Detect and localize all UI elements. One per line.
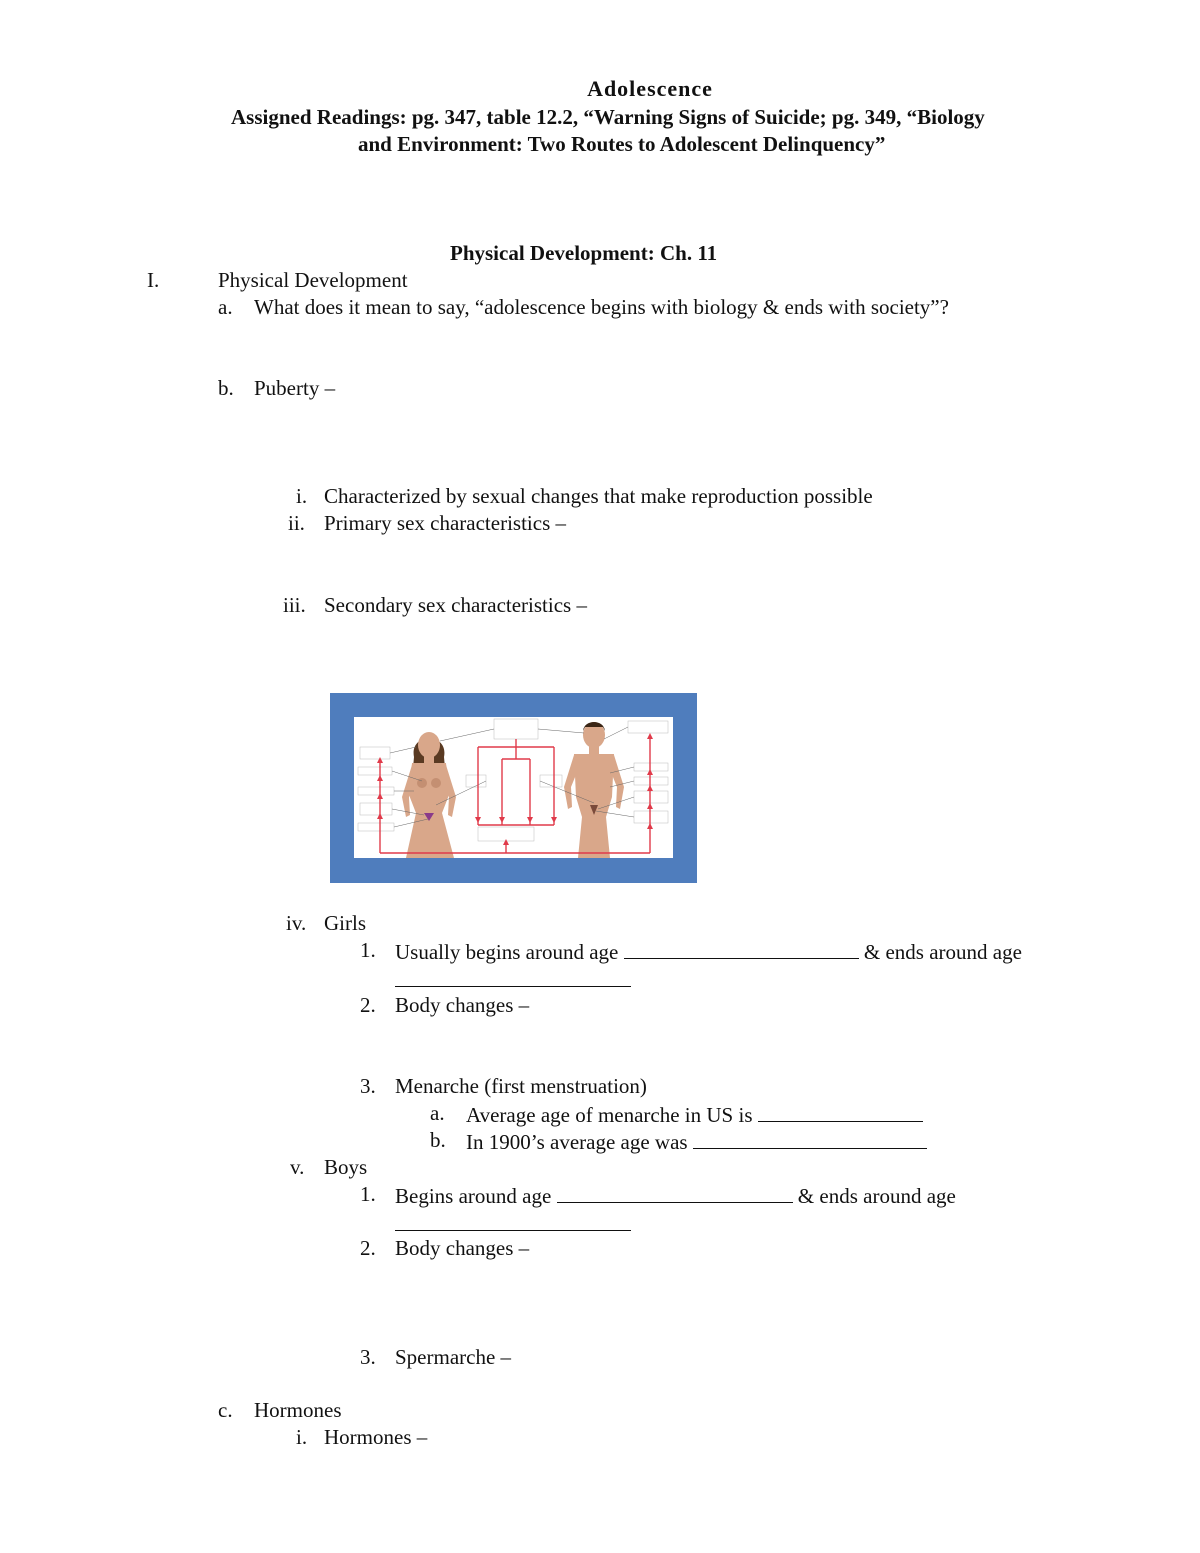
- assigned-readings-line-1: Assigned Readings: pg. 347, table 12.2, “Warning Signs of Suicide; pg. 349, “Biology: [231, 105, 985, 129]
- document-title: Adolescence: [587, 76, 713, 101]
- item-b-ii-text: Primary sex characteristics –: [324, 511, 566, 535]
- girls-3a-row: [466, 1103, 923, 1126]
- girls-start-age-blank[interactable]: [624, 940, 859, 959]
- boys-1-marker: 1.: [360, 1182, 376, 1206]
- girls-2-text: Body changes –: [395, 993, 530, 1017]
- item-b-marker: b.: [218, 376, 234, 400]
- boys-1-row: [395, 1184, 956, 1207]
- boys-end-age-blank[interactable]: [395, 1212, 631, 1231]
- item-b-text: Puberty –: [254, 376, 336, 400]
- female-figure-icon: [402, 732, 456, 858]
- girls-3b-row: [466, 1130, 927, 1153]
- girls-3-text: Menarche (first menstruation): [395, 1074, 647, 1098]
- item-b-ii-marker: ii.: [288, 511, 305, 535]
- puberty-diagram: [354, 717, 673, 858]
- item-c-text: Hormones: [254, 1398, 342, 1422]
- item-b-i-marker: i.: [296, 484, 308, 508]
- female-label-boxes: [358, 747, 394, 831]
- puberty-diagram-frame: [330, 693, 697, 883]
- girls-3a-text: Average age of menarche in US is: [466, 1103, 753, 1127]
- item-b-iii-marker: iii.: [283, 593, 306, 617]
- roman-numeral-I: I.: [147, 268, 160, 292]
- boys-1-end-text: & ends around age: [797, 1184, 956, 1208]
- boys-start-age-blank[interactable]: [557, 1184, 793, 1203]
- girls-1-text: Usually begins around age: [395, 940, 619, 964]
- girls-3b-marker: b.: [430, 1128, 446, 1152]
- male-figure-icon: [564, 722, 624, 858]
- item-b-i-text: Characterized by sexual changes that make reproduction possible: [324, 484, 873, 508]
- boys-2-text: Body changes –: [395, 1236, 530, 1260]
- assigned-readings-line-2: and Environment: Two Routes to Adolescent Delinquency”: [358, 132, 886, 156]
- item-b-iv-text: Girls: [324, 911, 366, 935]
- item-b-iv-marker: iv.: [286, 911, 307, 935]
- item-c-i-marker: i.: [296, 1425, 308, 1449]
- boys-end-age-blank-row: [395, 1212, 631, 1235]
- item-c-i-text: Hormones –: [324, 1425, 428, 1449]
- menarche-1900-age-blank[interactable]: [693, 1130, 927, 1149]
- girls-1-row: [395, 940, 1022, 963]
- section-heading: Physical Development: Ch. 11: [450, 241, 718, 265]
- outline-title: Physical Development: [218, 268, 408, 292]
- girls-1-marker: 1.: [360, 938, 376, 962]
- girls-2-marker: 2.: [360, 993, 376, 1017]
- item-b-v-marker: v.: [290, 1155, 305, 1179]
- item-a-marker: a.: [218, 295, 233, 319]
- girls-end-age-blank-row: [395, 968, 631, 991]
- girls-3-marker: 3.: [360, 1074, 376, 1098]
- item-b-v-text: Boys: [324, 1155, 368, 1179]
- item-b-iii-text: Secondary sex characteristics –: [324, 593, 587, 617]
- boys-3-text: Spermarche –: [395, 1345, 512, 1369]
- girls-end-age-blank[interactable]: [395, 968, 631, 987]
- girls-3b-text: In 1900’s average age was: [466, 1130, 688, 1154]
- girls-3a-marker: a.: [430, 1101, 445, 1125]
- boys-3-marker: 3.: [360, 1345, 376, 1369]
- puberty-diagram-illustration: [354, 717, 673, 858]
- menarche-us-age-blank[interactable]: [758, 1103, 923, 1122]
- girls-1-end-text: & ends around age: [863, 940, 1022, 964]
- item-a-text: What does it mean to say, “adolescence begins with biology & ends with society”?: [254, 295, 949, 319]
- gland-label-boxes: [466, 719, 562, 841]
- boys-2-marker: 2.: [360, 1236, 376, 1260]
- boys-1-text: Begins around age: [395, 1184, 552, 1208]
- item-c-marker: c.: [218, 1398, 233, 1422]
